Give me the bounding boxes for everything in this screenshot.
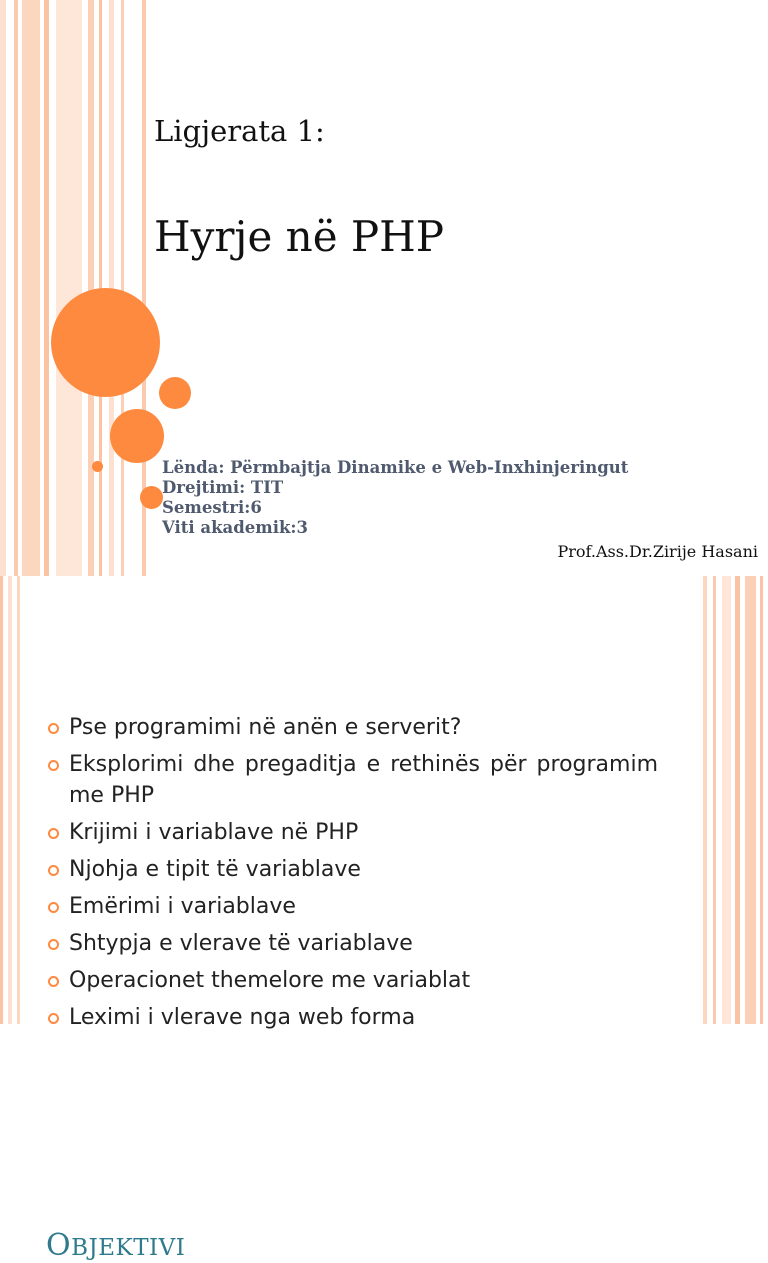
decorative-stripe — [745, 576, 756, 1024]
decorative-stripe — [44, 0, 49, 576]
decorative-circle-medium — [110, 409, 164, 463]
lecture-number: Ligjerata 1: — [154, 114, 325, 148]
decorative-stripe — [14, 0, 18, 576]
decorative-stripe — [0, 576, 3, 1024]
list-item: Eksplorimi dhe pregaditja e rethinës për programim me PHP — [46, 749, 658, 811]
course-year: Viti akademik:3 — [162, 518, 308, 537]
course-info — [162, 458, 628, 538]
course-subject: Lënda: Përmbajtja Dinamike e Web-Inxhinjeringut — [162, 458, 629, 477]
objectives-list — [46, 712, 658, 1039]
course-semester: Semestri:6 — [162, 498, 262, 517]
decorative-stripe — [713, 576, 716, 1024]
bullet-icon — [48, 865, 59, 876]
slide-title: Hyrje në PHP — [154, 212, 445, 261]
decorative-stripe — [88, 0, 94, 576]
heading-rest: BJEKTIVI — [71, 1235, 186, 1261]
decorative-stripe — [22, 0, 40, 576]
decorative-stripe — [56, 0, 82, 576]
bullet-icon — [48, 902, 59, 913]
decorative-stripe — [8, 576, 12, 1024]
list-item: Emërimi i variablave — [46, 891, 658, 922]
decorative-stripe — [735, 576, 740, 1024]
bullet-icon — [48, 976, 59, 987]
list-item: Leximi i vlerave nga web forma — [46, 1002, 658, 1033]
title-slide — [0, 0, 768, 576]
decorative-circle-dot — [92, 461, 103, 472]
list-item: Operacionet themelore me variablat — [46, 965, 658, 996]
bullet-icon — [48, 723, 59, 734]
decorative-stripe — [722, 576, 731, 1024]
bullet-icon — [48, 760, 59, 771]
author-name: Prof.Ass.Dr.Zirije Hasani — [557, 542, 758, 561]
bullet-icon — [48, 1013, 59, 1024]
decorative-circle-small — [140, 486, 163, 509]
decorative-stripe — [0, 0, 6, 576]
decorative-circle-small — [159, 377, 191, 409]
list-item: Pse programimi në anën e serverit? — [46, 712, 658, 743]
course-program: Drejtimi: TIT — [162, 478, 284, 497]
list-item: Krijimi i variablave në PHP — [46, 817, 658, 848]
decorative-stripe — [703, 576, 707, 1024]
decorative-circle-large — [51, 288, 160, 397]
list-item: Shtypja e vlerave të variablave — [46, 928, 658, 959]
bullet-icon — [48, 939, 59, 950]
decorative-stripe — [17, 576, 20, 1024]
decorative-stripe — [760, 576, 763, 1024]
bullet-icon — [48, 828, 59, 839]
section-heading — [46, 1228, 185, 1263]
heading-initial: O — [46, 1228, 72, 1263]
list-item: Njohja e tipit të variablave — [46, 854, 658, 885]
decorative-stripe — [121, 0, 124, 576]
